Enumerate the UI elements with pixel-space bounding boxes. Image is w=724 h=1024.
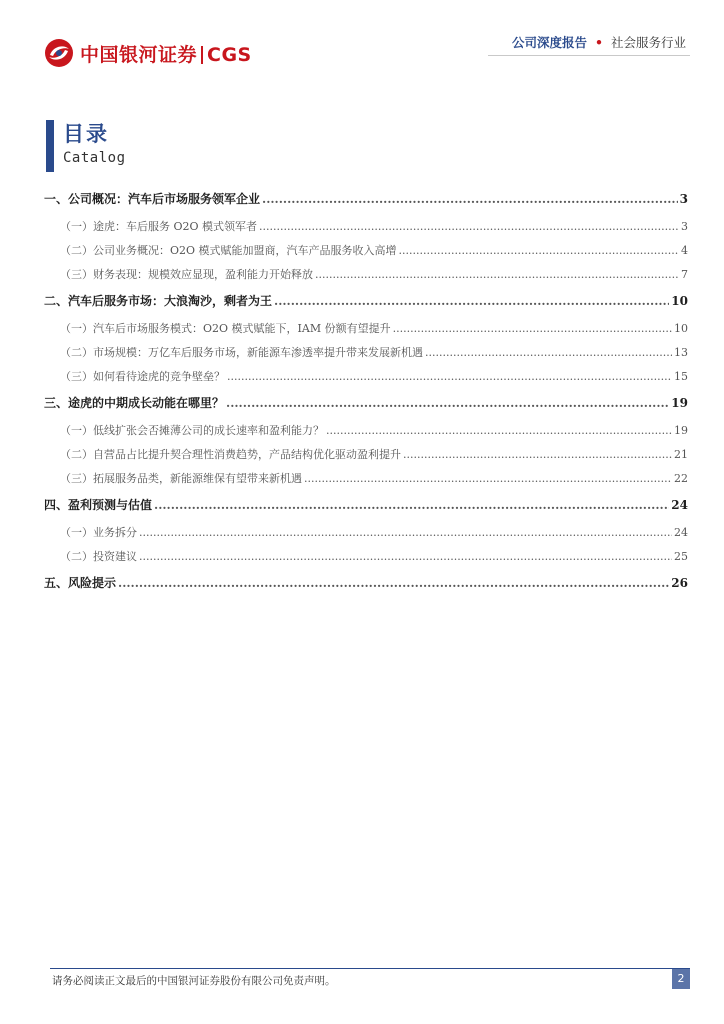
toc-entry-title: （一）途虎：车后服务 O2O 模式领军者 xyxy=(60,220,258,233)
cgs-logo-icon xyxy=(44,38,74,68)
toc-entry-title: （三）拓展服务品类，新能源维保有望带来新机遇 xyxy=(60,472,302,485)
toc-section-entry[interactable] xyxy=(44,468,688,492)
toc-page-number: 3 xyxy=(681,220,688,233)
toc-page-number: 10 xyxy=(671,294,688,308)
toc-leader-dots xyxy=(118,570,669,596)
report-type: 公司深度报告 xyxy=(511,35,587,50)
toc-chapter-entry[interactable] xyxy=(44,570,688,600)
toc-entry-title: 五、风险提示 xyxy=(44,576,117,590)
toc-page-number: 10 xyxy=(674,322,688,335)
company-logo xyxy=(44,38,252,68)
toc-entry-title: （一）低线扩张会否摊薄公司的成长速率和盈利能力？ xyxy=(60,424,324,437)
toc-leader-dots xyxy=(403,444,672,466)
toc-page-number: 4 xyxy=(681,244,688,257)
page-number: 2 xyxy=(672,969,690,989)
table-of-contents xyxy=(44,186,688,600)
toc-section-entry[interactable] xyxy=(44,318,688,342)
toc-page-number: 7 xyxy=(681,268,688,281)
toc-page-number: 15 xyxy=(674,370,688,383)
toc-leader-dots xyxy=(227,366,672,388)
toc-entry-title: 三、途虎的中期成长动能在哪里？ xyxy=(44,396,225,410)
toc-leader-dots xyxy=(226,390,669,416)
header-separator: • xyxy=(594,35,603,50)
toc-section-entry[interactable] xyxy=(44,366,688,390)
toc-entry-title: （二）市场规模：万亿车后服务市场，新能源车渗透率提升带来发展新机遇 xyxy=(60,346,423,359)
toc-entry-title: 四、盈利预测与估值 xyxy=(44,498,153,512)
toc-chapter-entry[interactable] xyxy=(44,288,688,318)
toc-page-number: 25 xyxy=(674,550,688,563)
toc-section-entry[interactable] xyxy=(44,546,688,570)
toc-leader-dots xyxy=(425,342,672,364)
toc-section-entry[interactable] xyxy=(44,342,688,366)
toc-leader-dots xyxy=(315,264,679,286)
toc-section-entry[interactable] xyxy=(44,444,688,468)
toc-entry-title: （二）公司业务概况：O2O 模式赋能加盟商，汽车产品服务收入高增 xyxy=(60,244,397,257)
toc-page-number: 22 xyxy=(674,472,688,485)
toc-leader-dots xyxy=(139,522,672,544)
toc-section-entry[interactable] xyxy=(44,420,688,444)
toc-entry-title: （一）汽车后市场服务模式：O2O 模式赋能下，IAM 份额有望提升 xyxy=(60,322,391,335)
logo-wordmark: 中国银河证券 CGS xyxy=(80,43,252,66)
toc-leader-dots xyxy=(274,288,669,314)
toc-entry-title: （二）自营品占比提升契合理性消费趋势，产品结构优化驱动盈利提升 xyxy=(60,448,401,461)
footer-disclaimer: 请务必阅读正文最后的中国银河证券股份有限公司免责声明。 xyxy=(52,975,336,987)
title-accent-bar xyxy=(46,120,54,172)
toc-section-entry[interactable] xyxy=(44,522,688,546)
toc-section-entry[interactable] xyxy=(44,264,688,288)
toc-page-number: 13 xyxy=(674,346,688,359)
industry-label: 社会服务行业 xyxy=(610,35,686,50)
toc-chapter-entry[interactable] xyxy=(44,390,688,420)
toc-leader-dots xyxy=(399,240,679,262)
footer-rule xyxy=(50,968,690,969)
toc-entry-title: （三）如何看待途虎的竞争壁垒？ xyxy=(60,370,225,383)
toc-page-number: 26 xyxy=(671,576,688,590)
toc-section-entry[interactable] xyxy=(44,216,688,240)
toc-leader-dots xyxy=(262,186,678,212)
toc-page-number: 24 xyxy=(671,498,688,512)
toc-page-number: 21 xyxy=(674,448,688,461)
toc-leader-dots xyxy=(304,468,672,490)
toc-entry-title: （二）投资建议 xyxy=(60,550,137,563)
toc-entry-title: （一）业务拆分 xyxy=(60,526,137,539)
toc-entry-title: 二、汽车后服务市场：大浪淘沙，剩者为王 xyxy=(44,294,273,308)
toc-page-number: 19 xyxy=(674,424,688,437)
toc-leader-dots xyxy=(154,492,669,518)
toc-entry-title: （三）财务表现：规模效应显现，盈利能力开始释放 xyxy=(60,268,313,281)
page-subtitle: Catalog xyxy=(63,150,126,166)
header-report-info xyxy=(512,33,686,51)
header-rule xyxy=(488,55,690,56)
toc-chapter-entry[interactable] xyxy=(44,186,688,216)
toc-leader-dots xyxy=(259,216,679,238)
toc-chapter-entry[interactable] xyxy=(44,492,688,522)
toc-leader-dots xyxy=(326,420,672,442)
toc-leader-dots xyxy=(139,546,672,568)
toc-entry-title: 一、公司概况：汽车后市场服务领军企业 xyxy=(44,192,261,206)
toc-section-entry[interactable] xyxy=(44,240,688,264)
toc-page-number: 24 xyxy=(674,526,688,539)
toc-page-number: 19 xyxy=(671,396,688,410)
toc-page-number: 3 xyxy=(679,192,688,206)
page-title: 目录 xyxy=(63,122,109,146)
toc-leader-dots xyxy=(393,318,672,340)
